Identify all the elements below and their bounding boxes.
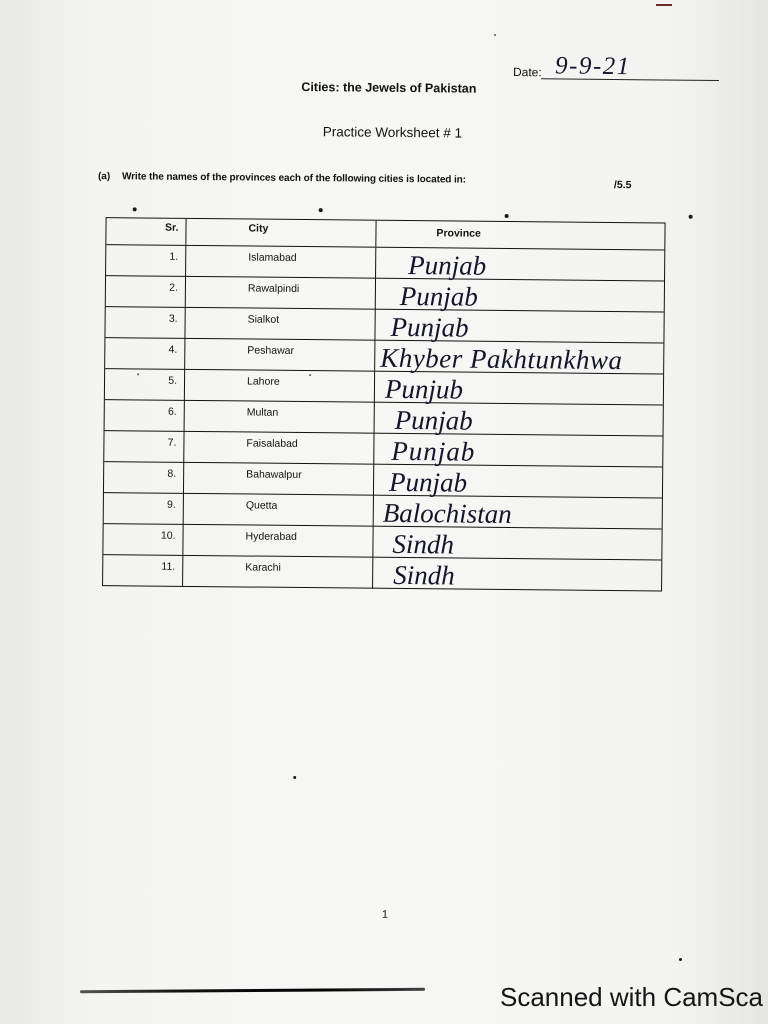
province-answer: Punjub [384,373,464,405]
serial-number: 2. [106,276,186,308]
table-row [106,275,664,311]
table-row [103,554,661,590]
scan-speck [319,208,323,212]
worksheet-page [81,37,730,943]
city-name: Quetta [184,494,374,527]
serial-number: 11. [103,555,183,587]
serial-number: 7. [104,431,184,463]
province-answer: Sindh [393,559,455,591]
question-marks: /5.5 [613,178,632,192]
scan-speck [137,373,139,375]
date-label: Date: [512,65,542,80]
table-body [103,244,664,590]
question-text: Write the names of the provinces each of the following cities is located in: [121,171,466,186]
city-name: Hyderabad [183,525,373,558]
scan-speck [293,776,296,779]
header-sr: Sr. [106,218,186,245]
scan-speck [309,374,311,376]
date-value: 9-9-21 [554,52,631,81]
city-name: Bahawalpur [184,463,374,496]
serial-number: 9. [104,493,184,525]
city-name: Islamabad [186,246,376,279]
serial-number: 1. [106,245,186,277]
city-name: Sialkot [185,308,375,341]
table-row [105,368,663,404]
province-answer: Punjab [388,466,468,498]
city-name: Lahore [185,370,375,403]
serial-number: 8. [104,462,184,494]
province-answer: Punjab [394,404,473,436]
scan-speck [679,958,682,961]
worksheet-title: Cities: the Jewels of Pakistan [301,79,477,96]
scan-speck [505,214,509,218]
province-answer: Punjab [390,311,469,343]
table-row [105,337,663,376]
province-answer: Balochistan [382,497,512,530]
province-answer: Punjab [399,280,479,312]
table-row [104,461,662,497]
city-name: Rawalpindi [186,277,376,310]
table-row [104,430,662,466]
scan-speck [494,34,496,36]
city-name: Faisalabad [184,432,374,465]
cities-table [102,217,666,591]
table-row [103,523,661,559]
scanner-watermark: Scanned with CamSca [500,982,764,1012]
header-city: City [186,219,376,247]
serial-number: 4. [105,338,185,370]
province-answer: Punjab [408,250,487,281]
table-row [106,244,664,280]
scan-speck [689,215,693,219]
scan-mark [656,4,672,6]
serial-number: 6. [105,400,185,432]
serial-number: 3. [105,307,185,339]
header-province: Province [436,227,481,240]
city-name: Multan [185,401,375,434]
serial-number: 10. [103,524,183,556]
page-number: 1 [381,908,389,921]
table-row [104,492,662,528]
table-row [105,306,663,342]
province-answer: Sindh [392,528,455,560]
city-name: Karachi [183,556,373,589]
table-row [105,399,663,435]
city-name: Peshawar [185,339,375,372]
province-answer: Punjab [391,435,476,467]
province-answer: Khyber Pakhtunkhwa [380,342,623,376]
scan-edge-line [80,988,425,993]
table-header-row [106,218,664,249]
scan-speck [133,207,137,211]
question-label: (a) [97,171,111,183]
serial-number: 5. [105,369,185,401]
worksheet-subtitle: Practice Worksheet # 1 [322,124,463,141]
